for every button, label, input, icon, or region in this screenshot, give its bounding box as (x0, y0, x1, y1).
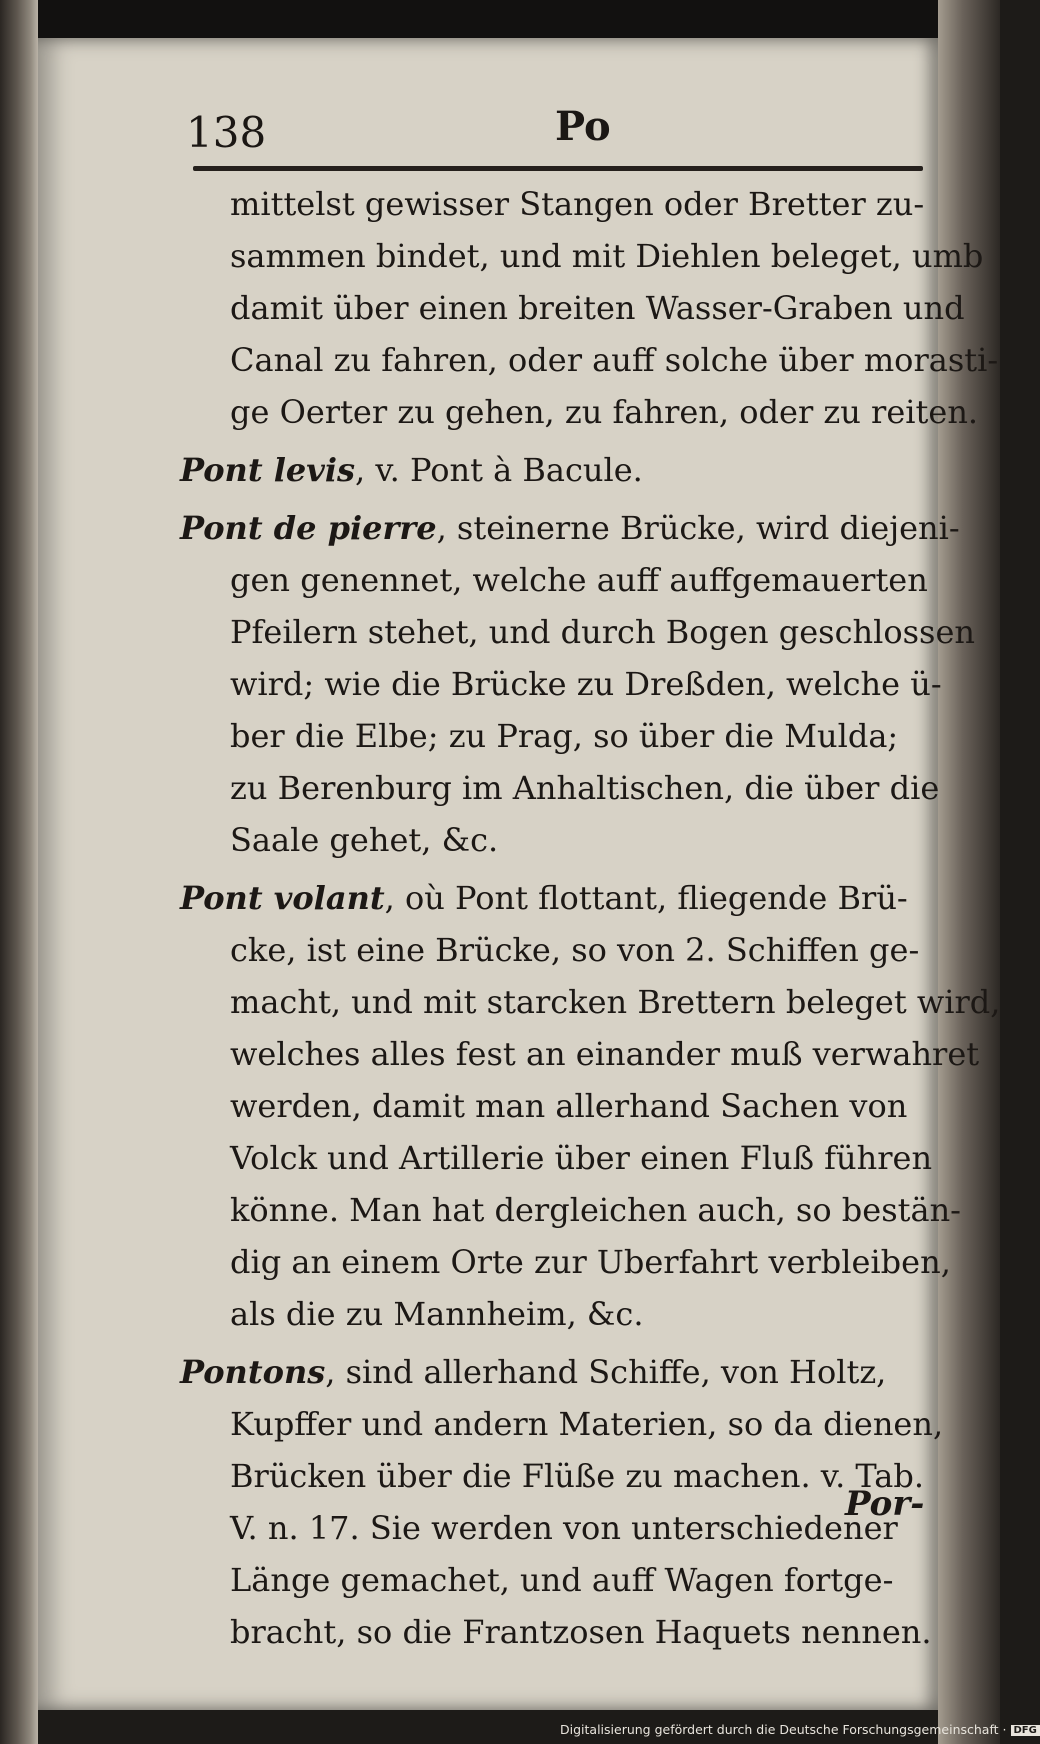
text-line: Canal zu fahren, oder auff solche über morasti- (230, 341, 999, 379)
entry-definition: , où Pont flottant, fliegende Brü- (384, 879, 908, 917)
scan-top-band (0, 0, 1000, 38)
running-head: Po (555, 103, 611, 150)
text-line: Pfeilern stehet, und durch Bogen geschlossen (230, 613, 975, 651)
text-line: zu Berenburg im Anhaltischen, die über die (230, 769, 940, 807)
text-line: sammen bindet, und mit Diehlen beleget, umb (230, 237, 984, 275)
entry-pont-volant (180, 872, 1001, 1340)
text-line: wird; wie die Brücke zu Dreßden, welche ü- (230, 665, 942, 703)
text-line: Länge gemachet, und auff Wagen fortge- (230, 1561, 894, 1599)
header-rule (193, 166, 923, 171)
footer-text: Digitalisierung gefördert durch die Deutsche Forschungsgemeinschaft · (560, 1722, 1007, 1737)
entry-term: Pont de pierre (180, 509, 437, 547)
text-line: könne. Man hat dergleichen auch, so bestän- (230, 1191, 961, 1229)
entry-pont-levis (180, 444, 940, 496)
continuation-paragraph (180, 178, 999, 438)
catchword: Por- (845, 1484, 925, 1524)
text-line: ge Oerter zu gehen, zu fahren, oder zu reiten. (230, 393, 979, 431)
text-line: bracht, so die Frantzosen Haquets nennen. (230, 1613, 932, 1651)
entry-pont-de-pierre (180, 502, 975, 866)
text-line: damit über einen breiten Wasser-Graben und (230, 289, 965, 327)
entry-first-line (180, 1346, 940, 1398)
entry-definition: , steinerne Brücke, wird diejeni- (436, 509, 960, 547)
page-text (180, 178, 1001, 1658)
entry-first-line (180, 872, 940, 924)
text-line: gen genennet, welche auff auffgemauerten (230, 561, 928, 599)
entry-definition: , sind allerhand Schiffe, von Holtz, (325, 1353, 887, 1391)
text-line: V. n. 17. Sie werden von unterschiedener (230, 1509, 898, 1547)
text-line: welches alles fest an einander muß verwahret (230, 1035, 980, 1073)
book-gutter-left (0, 0, 38, 1744)
entry-term: Pontons (180, 1353, 326, 1391)
text-line: Kupffer und andern Materien, so da dienen, (230, 1405, 944, 1443)
entry-definition: , v. Pont à Bacule. (355, 451, 643, 489)
text-line: Saale gehet, &c. (230, 821, 499, 859)
text-line: dig an einem Orte zur Uberfahrt verbleiben, (230, 1243, 951, 1281)
digitization-footer (560, 1722, 1037, 1742)
entry-first-line (180, 444, 940, 496)
text-line: Volck und Artillerie über einen Fluß führen (230, 1139, 933, 1177)
text-line: macht, und mit starcken Brettern beleget wird, (230, 983, 1001, 1021)
text-line: cke, ist eine Brücke, so von 2. Schiffen ge- (230, 931, 920, 969)
text-line: mittelst gewisser Stangen oder Bretter zu- (230, 185, 925, 223)
text-line: Brücken über die Flüße zu machen. v. Tab. (230, 1457, 925, 1495)
page-header (150, 98, 930, 158)
entry-term: Pont levis (180, 451, 356, 489)
dfg-logo-icon: DFG (1011, 1725, 1040, 1736)
page-number: 138 (186, 108, 267, 157)
text-line: als die zu Mannheim, &c. (230, 1295, 644, 1333)
text-line: ber die Elbe; zu Prag, so über die Mulda; (230, 717, 899, 755)
entry-first-line (180, 502, 960, 554)
entry-term: Pont volant (180, 879, 385, 917)
text-line: werden, damit man allerhand Sachen von (230, 1087, 908, 1125)
entry-pontons (180, 1346, 944, 1658)
